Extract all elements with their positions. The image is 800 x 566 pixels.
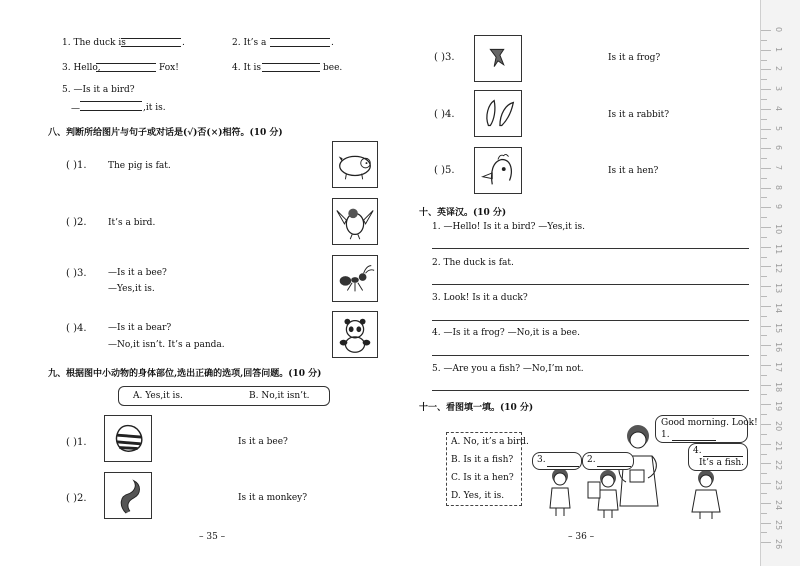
bubble-2-blank[interactable] <box>597 466 631 467</box>
s8-q1-text: The pig is fat. <box>108 161 171 171</box>
ruler-tick <box>761 99 767 100</box>
ruler-tick <box>761 316 767 317</box>
fill-blank-3a[interactable] <box>96 63 156 64</box>
ruler-number: 20 <box>774 421 783 432</box>
page-number-35: – 35 – <box>199 532 226 542</box>
s11-option-d: D. Yes, it is. <box>451 491 505 501</box>
ruler-tick <box>761 188 771 189</box>
ruler-tick <box>761 532 767 533</box>
ruler-number: 6 <box>774 145 783 151</box>
ruler-number: 15 <box>774 322 783 333</box>
fill-item-2: 2. It’s a <box>232 38 267 48</box>
s9-q1-question: Is it a bee? <box>238 437 288 447</box>
ruler-number: 23 <box>774 480 783 491</box>
ruler-tick <box>761 463 771 464</box>
fill-blank-5b[interactable] <box>80 110 142 111</box>
ruler-number: 12 <box>774 263 783 274</box>
ruler-tick <box>761 306 771 307</box>
ruler-number: 9 <box>774 204 783 210</box>
ruler-tick <box>761 523 771 524</box>
ruler-tick <box>761 197 767 198</box>
bubble-4 <box>688 443 748 471</box>
s9-q5-question: Is it a hen? <box>608 166 659 176</box>
s10-item-1: 1. —Hello! Is it a bird? —Yes,it is. <box>432 222 585 232</box>
s9-q4-bracket[interactable]: ( )4. <box>434 109 455 120</box>
ruler-number: 24 <box>774 499 783 510</box>
ruler-tick <box>761 375 767 376</box>
ruler-tick <box>761 129 771 130</box>
ruler-tick <box>761 434 767 435</box>
s9-q3-bracket[interactable]: ( )3. <box>434 52 455 63</box>
s8-q2-text: It’s a bird. <box>108 218 156 228</box>
ruler-tick <box>761 345 771 346</box>
fill-blank-1a[interactable] <box>121 38 181 39</box>
ruler-tick <box>761 266 771 267</box>
bee-body-icon <box>104 415 152 462</box>
s11-option-a: A. No, it’s a bird. <box>451 437 529 447</box>
s11-options-box <box>446 432 529 506</box>
ruler-tick <box>761 158 767 159</box>
ruler-tick <box>761 404 771 405</box>
ruler-number: 19 <box>774 401 783 412</box>
ruler-tick <box>761 178 767 179</box>
fill-item-5-suffix: ,it is. <box>143 103 166 113</box>
s11-option-c: C. Is it a hen? <box>451 473 514 483</box>
s8-q4-line2: —No,it isn’t. It’s a panda. <box>108 340 225 350</box>
page-number-36: – 36 – <box>568 532 595 542</box>
ruler-number: 21 <box>774 440 783 451</box>
ruler-number: 5 <box>774 125 783 131</box>
ruler-tick <box>761 326 771 327</box>
s10-answer-line-4[interactable] <box>432 355 749 356</box>
ruler-tick <box>761 40 767 41</box>
ruler-tick <box>761 296 767 297</box>
ruler-tick <box>761 394 767 395</box>
ruler-number: 4 <box>774 105 783 111</box>
ruler-tick <box>761 454 767 455</box>
fill-item-2-suffix: . <box>331 38 334 48</box>
ruler-tick <box>761 50 771 51</box>
ruler-tick <box>761 227 771 228</box>
s8-q3-line1: —Is it a bee? <box>108 268 167 278</box>
ruler-number: 22 <box>774 460 783 471</box>
bubble-teacher-num: 1. <box>661 430 670 440</box>
ruler-number: 10 <box>774 224 783 235</box>
ruler-tick <box>761 355 767 356</box>
ruler-tick <box>761 503 771 504</box>
ruler-number: 11 <box>774 243 783 254</box>
ruler-number: 2 <box>774 66 783 72</box>
ruler-tick <box>761 276 767 277</box>
ruler-number: 0 <box>774 27 783 33</box>
ruler-number: 17 <box>774 361 783 373</box>
ruler-tick <box>761 168 771 169</box>
ruler-tick <box>761 109 771 110</box>
ruler-number: 13 <box>774 283 783 294</box>
s8-q2-bracket[interactable]: ( )2. <box>66 217 87 228</box>
fill-blank-2a[interactable] <box>270 38 330 39</box>
frog-leg-icon <box>474 35 522 82</box>
fill-item-4-suffix: bee. <box>323 63 343 73</box>
bubble-4-blank[interactable] <box>703 456 743 457</box>
ruler-tick <box>761 119 767 120</box>
ruler-number: 26 <box>774 539 783 550</box>
s8-q3-line2: —Yes,it is. <box>108 284 155 294</box>
s9-q1-bracket[interactable]: ( )1. <box>66 437 87 448</box>
fill-item-1-suffix: . <box>182 38 185 48</box>
fill-item-5: 5. —Is it a bird? <box>62 85 135 95</box>
hen-head-icon <box>474 147 522 194</box>
ruler-tick <box>761 414 767 415</box>
ruler-tick <box>761 542 771 543</box>
ruler-tick <box>761 483 771 484</box>
option-a: A. Yes,it is. <box>133 391 183 401</box>
s9-q2-question: Is it a monkey? <box>238 493 308 503</box>
option-b: B. No,it isn’t. <box>249 391 310 401</box>
s8-q4-line1: —Is it a bear? <box>108 323 172 333</box>
s9-q5-bracket[interactable]: ( )5. <box>434 165 455 176</box>
section-8-title: 八、判断所给图片与句子或对话是(√)否(×)相符。(10 分) <box>48 128 283 138</box>
fill-blank-3b[interactable] <box>96 71 156 72</box>
fill-item-1: 1. The duck is <box>62 38 126 48</box>
section-10-title: 十、英译汉。(10 分) <box>419 208 507 218</box>
ruler-tick <box>761 257 767 258</box>
ruler-tick <box>761 444 771 445</box>
ruler-tick <box>761 217 767 218</box>
bird-icon <box>332 198 378 245</box>
ruler-tick <box>761 60 767 61</box>
fill-blank-2b[interactable] <box>270 46 330 47</box>
section-9-title: 九、根据图中小动物的身体部位,选出正确的选项,回答问题。(10 分) <box>48 369 322 379</box>
ruler-tick <box>761 237 767 238</box>
fill-item-4: 4. It is <box>232 63 261 73</box>
s10-item-2: 2. The duck is fat. <box>432 258 514 268</box>
s8-q4-bracket[interactable]: ( )4. <box>66 323 87 334</box>
ruler-tick <box>761 513 767 514</box>
bubble-3-blank[interactable] <box>547 466 579 467</box>
s9-q4-question: Is it a rabbit? <box>608 110 670 120</box>
ruler-number: 16 <box>774 342 783 353</box>
fill-blank-4b[interactable] <box>262 71 320 72</box>
s9-q3-question: Is it a frog? <box>608 53 661 63</box>
fill-blank-5a[interactable] <box>80 101 142 102</box>
ruler-number: 3 <box>774 86 783 92</box>
rabbit-ears-icon <box>474 90 522 137</box>
ruler-tick <box>761 493 767 494</box>
ruler <box>760 0 800 566</box>
s10-item-5: 5. —Are you a fish? —No,I’m not. <box>432 364 584 374</box>
panda-icon <box>332 311 378 358</box>
fill-item-3: 3. Hello, <box>62 63 101 73</box>
ruler-number: 14 <box>774 302 783 313</box>
pig-icon <box>332 141 378 188</box>
s8-q3-bracket[interactable]: ( )3. <box>66 268 87 279</box>
fill-blank-4a[interactable] <box>262 63 320 64</box>
section-11-title: 十一、看图填一填。(10 分) <box>419 403 534 413</box>
s10-answer-line-5[interactable] <box>432 390 749 391</box>
fill-item-3-suffix: Fox! <box>159 63 179 73</box>
ruler-number: 8 <box>774 184 783 190</box>
ruler-tick <box>761 69 771 70</box>
ruler-tick <box>761 89 771 90</box>
s9-q2-bracket[interactable]: ( )2. <box>66 493 87 504</box>
s10-answer-line-1[interactable] <box>432 248 749 249</box>
s10-item-3: 3. Look! Is it a duck? <box>432 293 528 303</box>
s8-q1-bracket[interactable]: ( )1. <box>66 160 87 171</box>
bubble-4-text: It’s a fish. <box>699 458 745 468</box>
bubble-2 <box>582 452 634 470</box>
bubble-teacher <box>655 415 758 443</box>
ruler-tick <box>761 286 771 287</box>
ruler-tick <box>761 30 771 31</box>
ruler-tick <box>761 247 771 248</box>
ruler-tick <box>761 79 767 80</box>
s10-item-4: 4. —Is it a frog? —No,it is a bee. <box>432 328 580 338</box>
bubble-teacher-text: Good morning. Look! <box>661 418 758 428</box>
ruler-number: 7 <box>774 164 783 170</box>
ruler-number: 18 <box>774 381 783 392</box>
ruler-tick <box>761 365 771 366</box>
fill-item-5-dash: — <box>71 104 80 114</box>
ruler-tick <box>761 424 771 425</box>
ruler-tick <box>761 138 767 139</box>
ruler-tick <box>761 335 767 336</box>
s11-option-b: B. Is it a fish? <box>451 455 514 465</box>
ruler-tick <box>761 385 771 386</box>
ruler-tick <box>761 473 767 474</box>
fill-blank-1b[interactable] <box>121 46 181 47</box>
bubble-2-num: 2. <box>587 455 596 465</box>
bubble-3 <box>532 452 582 470</box>
bubble-teacher-blank[interactable] <box>672 440 716 441</box>
s10-answer-line-3[interactable] <box>432 320 749 321</box>
s10-answer-line-2[interactable] <box>432 284 749 285</box>
ruler-number: 1 <box>774 46 783 52</box>
bubble-4-num: 4. <box>693 446 702 456</box>
ruler-tick <box>761 207 771 208</box>
ruler-tick <box>761 148 771 149</box>
section-9-options <box>118 386 330 406</box>
monkey-tail-icon <box>104 472 152 519</box>
bubble-3-num: 3. <box>537 455 546 465</box>
ant-icon <box>332 255 378 302</box>
ruler-number: 25 <box>774 519 783 530</box>
